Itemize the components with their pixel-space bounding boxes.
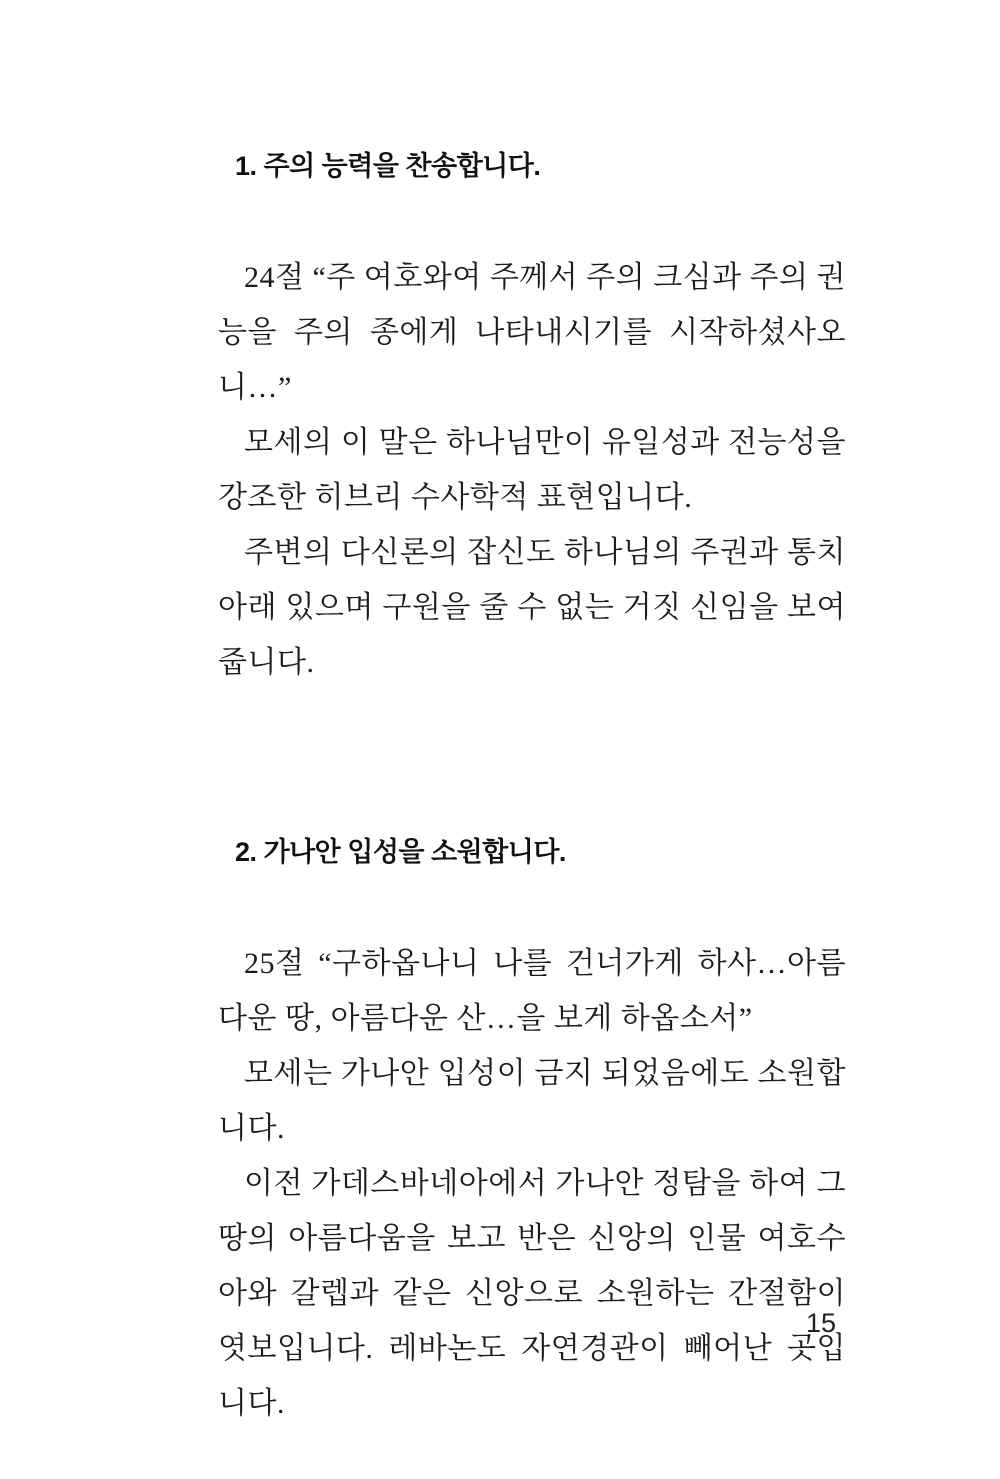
paragraph: 모세의 이 말은 하나님만이 유일성과 전능성을 강조한 히브리 수사학적 표현입니다.	[218, 426, 846, 514]
page-content	[218, 146, 846, 1431]
paragraph: 이전 가데스바네아에서 가나안 정탐을 하여 그 땅의 아름다움을 보고 반은 신앙의 인물 여호수아와 갈렙과 같은 신앙으로 소원하는 간절함이 엿보입니다. 레바논도 자연경관이 빼어난 곳입니다.	[218, 1167, 846, 1420]
paragraph: 모세는 가나안 입성이 금지 되었음에도 소원합니다.	[218, 1057, 846, 1145]
page-number: 15	[806, 1308, 837, 1338]
paragraph: 주변의 다신론의 잡신도 하나님의 주권과 통치 아래 있으며 구원을 줄 수 없는 거짓 신임을 보여줍니다.	[218, 536, 846, 679]
section-2-heading: 2. 가나안 입성을 소원합니다.	[235, 837, 566, 867]
section-1-heading: 1. 주의 능력을 찬송합니다.	[235, 151, 541, 181]
paragraph: 24절 “주 여호와여 주께서 주의 크심과 주의 권능을 주의 종에게 나타내시기를 시작하셨사오니…”	[218, 261, 846, 404]
paragraph: 25절 “구하옵나니 나를 건너가게 하사…아름다운 땅, 아름다운 산…을 보게 하옵소서”	[218, 947, 846, 1035]
section-1	[218, 146, 846, 690]
section-2	[218, 832, 846, 1431]
